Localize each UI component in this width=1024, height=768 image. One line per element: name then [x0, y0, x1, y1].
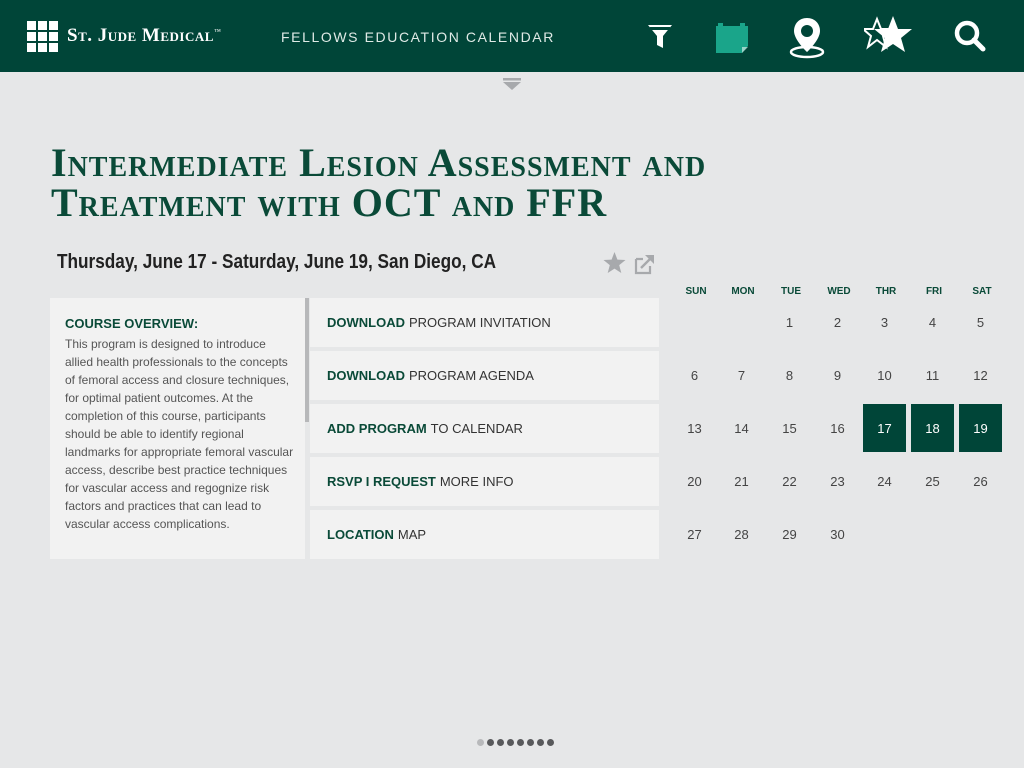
calendar-day-26[interactable]: 26: [973, 473, 988, 489]
location-pin-icon[interactable]: [786, 16, 830, 60]
action-label: TO CALENDAR: [430, 421, 523, 436]
weekday-header: THR: [875, 286, 897, 297]
calendar-day-16[interactable]: 16: [830, 420, 845, 436]
pulldown-handle-icon[interactable]: [503, 77, 521, 89]
page-dot[interactable]: [527, 739, 534, 746]
calendar-day-14[interactable]: 14: [734, 420, 749, 436]
app-title: FELLOWS EDUCATION CALENDAR: [281, 29, 555, 45]
action-label: PROGRAM INVITATION: [409, 315, 551, 330]
calendar-day-2[interactable]: 2: [833, 314, 842, 330]
event-title-line-1: Intermediate Lesion Assessment and: [51, 140, 707, 185]
weekday-header: TUE: [781, 286, 801, 297]
add-to-calendar-button[interactable]: [310, 404, 659, 453]
rsvp-request-info-button[interactable]: [310, 457, 659, 506]
action-label-bold: ADD PROGRAM: [327, 421, 427, 436]
calendar-day-6[interactable]: 6: [690, 367, 699, 383]
calendar-day-9[interactable]: 9: [833, 367, 842, 383]
calendar-day-18[interactable]: 18: [911, 404, 954, 452]
calendar-day-17[interactable]: 17: [863, 404, 906, 452]
calendar-day-8[interactable]: 8: [785, 367, 794, 383]
action-label-bold: DOWNLOAD: [327, 368, 405, 383]
overview-scrollbar[interactable]: [305, 298, 309, 422]
search-icon[interactable]: [950, 16, 990, 56]
action-label: MORE INFO: [439, 474, 514, 489]
page-dot[interactable]: [487, 739, 494, 746]
calendar-icon[interactable]: [712, 16, 752, 56]
share-icon[interactable]: [633, 254, 655, 275]
action-label-bold: DOWNLOAD: [327, 315, 405, 330]
calendar-day-21[interactable]: 21: [734, 473, 749, 489]
calendar-day-5[interactable]: 5: [976, 314, 985, 330]
calendar-day-28[interactable]: 28: [734, 526, 749, 542]
calendar-day-19[interactable]: 19: [959, 404, 1002, 452]
event-title-line-2: Treatment with OCT and FFR: [51, 180, 608, 225]
brand-logo[interactable]: [27, 20, 221, 52]
calendar-day-30[interactable]: 30: [830, 526, 845, 542]
top-navigation-bar: [0, 0, 1024, 72]
download-invitation-button[interactable]: [310, 298, 659, 347]
filter-icon[interactable]: [640, 16, 680, 56]
calendar-day-23[interactable]: 23: [830, 473, 845, 489]
weekday-header: FRI: [925, 286, 943, 297]
location-map-button[interactable]: [310, 510, 659, 559]
calendar-day-20[interactable]: 20: [687, 473, 702, 489]
weekday-header: MON: [731, 286, 755, 297]
action-label-bold: RSVP I REQUEST: [327, 474, 436, 489]
weekday-header: SAT: [972, 286, 992, 297]
event-title: [51, 140, 811, 225]
brand-name: St. Jude Medical™: [67, 25, 222, 46]
calendar-day-12[interactable]: 12: [973, 367, 988, 383]
calendar-day-24[interactable]: 24: [877, 473, 892, 489]
calendar-day-10[interactable]: 10: [877, 367, 892, 383]
course-overview-panel[interactable]: [50, 298, 305, 559]
calendar-day-13[interactable]: 13: [687, 420, 702, 436]
calendar-day-1[interactable]: 1: [785, 314, 794, 330]
calendar-day-29[interactable]: 29: [782, 526, 797, 542]
action-label: PROGRAM AGENDA: [409, 368, 534, 383]
page-dot[interactable]: [507, 739, 514, 746]
download-agenda-button[interactable]: [310, 351, 659, 400]
favorites-star-icon[interactable]: [864, 15, 914, 57]
weekday-header: SUN: [685, 286, 707, 297]
action-label-bold: LOCATION: [327, 527, 394, 542]
course-overview-text: This program is designed to introduce allied health professionals to the concepts of femoral access and closure techniques, for optimal patient outcomes. At the completion of this course, participants should be able to identify regional landmarks for appropriate femoral vascular access, describe best practice techniques for vascular access and regognize risk factors and practices that can lead to vascular access complications.: [65, 337, 294, 531]
page-dot[interactable]: [497, 739, 504, 746]
event-date-location: Thursday, June 17 - Saturday, June 19, San Diego, CA: [57, 251, 497, 273]
calendar-day-25[interactable]: 25: [925, 473, 940, 489]
weekday-header: WED: [827, 286, 851, 297]
calendar-day-11[interactable]: 11: [925, 367, 940, 383]
page-dot[interactable]: [547, 739, 554, 746]
action-label: MAP: [397, 527, 427, 542]
calendar-day-7[interactable]: 7: [737, 367, 746, 383]
calendar-day-22[interactable]: 22: [782, 473, 797, 489]
page-indicator: [477, 739, 554, 746]
page-dot[interactable]: [477, 739, 484, 746]
page-dot[interactable]: [517, 739, 524, 746]
favorite-star-icon[interactable]: [603, 252, 626, 274]
calendar-day-3[interactable]: 3: [880, 314, 889, 330]
logo-grid-icon: [27, 21, 58, 52]
course-overview-heading: COURSE OVERVIEW:: [65, 316, 199, 331]
page-dot[interactable]: [537, 739, 544, 746]
calendar-day-4[interactable]: 4: [928, 314, 937, 330]
calendar-day-27[interactable]: 27: [687, 526, 702, 542]
calendar-day-15[interactable]: 15: [782, 420, 797, 436]
